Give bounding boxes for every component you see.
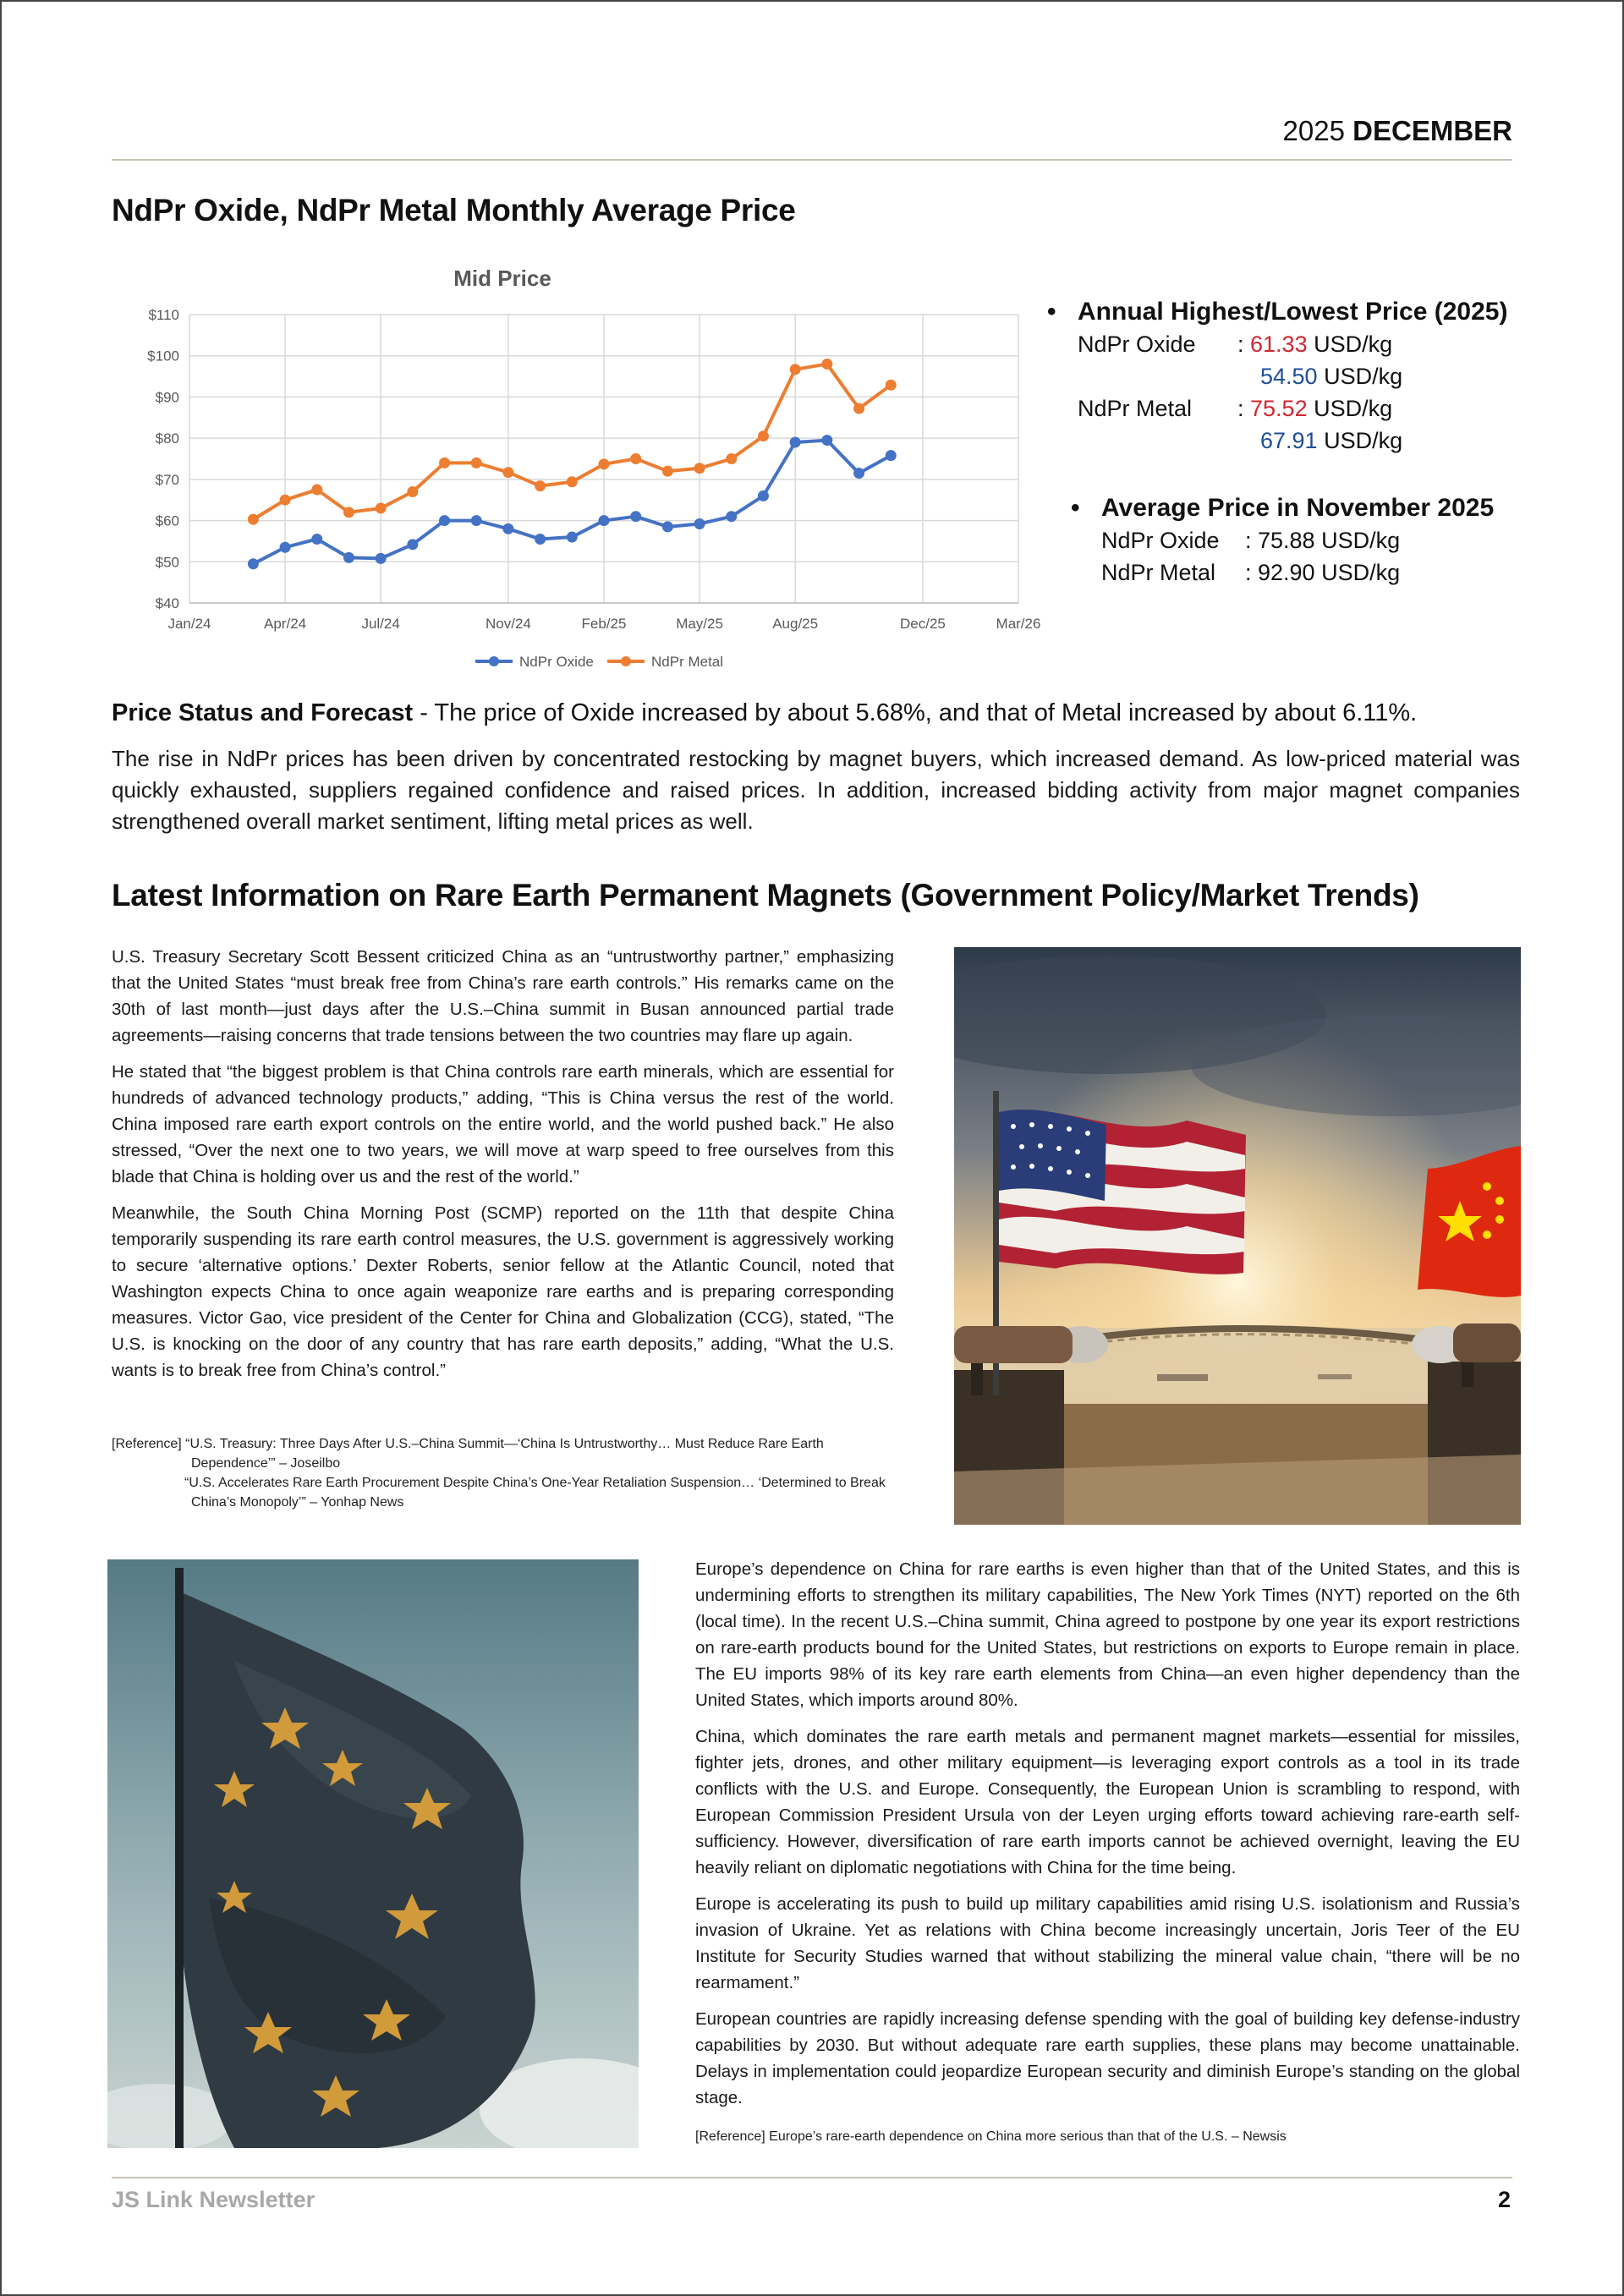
- data-point: [790, 437, 801, 448]
- article-europe: [695, 1556, 1520, 2121]
- issue-date: [1283, 115, 1512, 147]
- article2-paragraph-4: European countries are rapidly increasing defense spending with the goal of building key defense-industry capabilities by 2030. But without adequate rare earth supplies, these plans may become unattainable. Delays in implementation could jeopardize European security and diminish Europe’s standing on the global stage.: [695, 2009, 1520, 2107]
- data-point: [439, 515, 450, 526]
- oxide-low-value: 54.50: [1260, 364, 1318, 389]
- issue-month: DECEMBER: [1352, 115, 1512, 146]
- data-point: [630, 453, 641, 464]
- data-point: [311, 534, 322, 545]
- annual-oxide-high-row: [1044, 332, 1551, 364]
- eu-flag-photo: [107, 1559, 639, 2148]
- data-point: [439, 458, 450, 469]
- oxide-high-value: 61.33: [1250, 332, 1308, 357]
- unit-label: USD/kg: [1317, 364, 1403, 389]
- footer-page-number: 2: [1497, 2187, 1511, 2212]
- x-tick-label: Jul/24: [361, 616, 400, 632]
- x-tick-label: Mar/26: [996, 616, 1041, 632]
- data-point: [535, 480, 546, 491]
- article1-paragraph-2: He stated that “the biggest problem is that China controls rare earth minerals, which are essential for hundreds of advanced technology products,” adding, “This is China versus the rest of the world. China imposed rare earth export controls on the entire world, and the world pushed back.” He also stressed, “Over the next one to two years, we will move at warp speed to free ourselves from this blade that China is holding over us and the rest of the world.”: [112, 1062, 894, 1186]
- y-tick-label: $110: [148, 307, 179, 323]
- x-tick-label: Apr/24: [264, 616, 307, 632]
- data-point: [502, 467, 513, 478]
- y-tick-label: $40: [155, 595, 179, 611]
- data-point: [567, 532, 578, 543]
- x-tick-label: Dec/25: [899, 616, 946, 632]
- annual-price-heading: [1044, 298, 1551, 326]
- legend-swatch-marker: [621, 656, 631, 666]
- unit-label: USD/kg: [1307, 332, 1393, 357]
- november-heading: [1067, 494, 1551, 523]
- article2-paragraph-1: Europe’s dependence on China for rare earths is even higher than that of the United States, and this is undermining efforts to strengthen its military capabilities, The New York Times (NYT) reported on the 6th (local time). In the recent U.S.–China summit, China agreed to postpone by one year its export restrictions on rare-earth products bound for the United States, but restrictions on exports to Europe remain in place. The EU imports 98% of its key rare earth elements from China—an even higher dependency than the United States, which imports around 80%.: [695, 1559, 1520, 1710]
- data-point: [758, 490, 769, 501]
- data-point: [471, 458, 482, 469]
- x-tick-label: Aug/25: [772, 616, 819, 632]
- data-point: [311, 485, 322, 496]
- article2-paragraph-3: Europe is accelerating its push to build up military capabilities amid rising U.S. isolationism and Russia’s invasion of Ukraine. Yet as relations with China become increasingly uncertain, Joris Teer of the EU Institute for Security Studies warned that without stabilizing the mineral value chain, “there will be no rearmament.”: [695, 1894, 1520, 1992]
- status-label: Price Status and Forecast: [112, 699, 414, 726]
- y-tick-label: $70: [155, 471, 179, 488]
- annual-oxide-low-row: [1044, 364, 1551, 396]
- data-point: [502, 523, 513, 534]
- article1-paragraph-3: Meanwhile, the South China Morning Post (SCMP) reported on the 11th that despite China temporarily suspending its rare earth control measures, the U.S. government is aggressively working to secure ‘alternative options.’ Dexter Roberts, senior fellow at the Atlantic Council, noted that Washington expects China to once again weaponize rare earths and is preparing corresponding measures. Victor Gao, vice president of the Center for China and Globalization (CCG), stated, “The U.S. is knocking on the door of any country that has rare earth deposits,” adding, “What the U.S. wants is to break free from China’s control.”: [112, 1203, 894, 1380]
- data-point: [567, 476, 578, 487]
- data-point: [694, 463, 705, 474]
- annual-oxide-label: NdPr Oxide: [1078, 332, 1196, 357]
- data-point: [280, 542, 291, 553]
- data-point: [343, 507, 354, 518]
- footer-newsletter-name: JS Link Newsletter: [112, 2187, 315, 2212]
- metal-low-value: 67.91: [1260, 428, 1318, 453]
- us-china-flags-photo: [954, 947, 1521, 1525]
- data-point: [280, 495, 291, 506]
- november-metal-value: : 92.90 USD/kg: [1245, 560, 1401, 585]
- article2-reference: [Reference] Europe’s rare-earth dependence on China more serious than that of the U.S. – Newsis: [695, 2129, 1287, 2144]
- data-point: [599, 515, 610, 526]
- y-tick-label: $100: [147, 348, 179, 364]
- data-point: [662, 521, 673, 532]
- y-tick-label: $60: [155, 512, 179, 529]
- data-point: [694, 518, 705, 529]
- x-tick-label: Feb/25: [581, 616, 627, 632]
- november-metal-row: [1067, 560, 1551, 592]
- bullet-icon: •: [1047, 298, 1056, 326]
- data-point: [407, 486, 418, 497]
- chart-title: Mid Price: [453, 266, 551, 291]
- article2-paragraph-2: China, which dominates the rare earth metals and permanent magnet markets—essential for missiles, fighter jets, drones, and other military equipment—is leveraging export controls as a tool in its trade conflicts with the U.S. and Europe. Consequently, the European Union is scrambling to respond, with European Commission President Ursula von der Leyen urging efforts toward achieving rare-earth self-sufficiency. However, diversification of rare earth imports cannot be achieved overnight, leaving the EU heavily reliant on diplomatic negotiations with China for the time being.: [695, 1727, 1520, 1877]
- november-average: [1044, 494, 1551, 592]
- data-point: [248, 514, 259, 525]
- annual-metal-label: NdPr Metal: [1078, 396, 1193, 421]
- november-heading-text: Average Price in November 2025: [1101, 494, 1495, 522]
- data-point: [886, 380, 897, 391]
- magnets-section-title: Latest Information on Rare Earth Permanent Magnets (Government Policy/Market Trends): [112, 878, 1419, 912]
- unit-label: USD/kg: [1307, 396, 1393, 421]
- article1-paragraph-1: U.S. Treasury Secretary Scott Bessent criticized China as an “untrustworthy partner,” emphasizing that the United States “must break free from China’s rare earth controls.” His remarks came on the 30th of last month—just days after the U.S.–China summit in Busan announced partial trade agreements—raising concerns that trade tensions between the two countries may flare up again.: [112, 947, 894, 1045]
- legend-swatch-marker: [489, 656, 499, 666]
- unit-label: USD/kg: [1317, 428, 1403, 453]
- reference-line: “U.S. Accelerates Rare Earth Procurement Despite China’s One-Year Retaliation Suspension… ‘Determined to Break: [184, 1476, 886, 1490]
- annual-metal-high-row: [1044, 396, 1551, 428]
- november-oxide-value: : 75.88 USD/kg: [1245, 528, 1401, 553]
- issue-year: 2025: [1282, 115, 1345, 146]
- y-tick-label: $50: [155, 554, 179, 571]
- legend-label: NdPr Oxide: [519, 654, 594, 670]
- x-tick-label: May/25: [676, 616, 723, 632]
- legend-label: NdPr Metal: [651, 654, 724, 670]
- data-point: [853, 403, 864, 414]
- y-tick-label: $80: [155, 430, 179, 447]
- mid-price-chart: [112, 255, 1051, 687]
- november-metal-label: NdPr Metal: [1101, 560, 1216, 585]
- footer-divider: [112, 2177, 1512, 2178]
- x-tick-label: Nov/24: [485, 616, 531, 632]
- annual-metal-low: [1260, 428, 1402, 454]
- data-point: [886, 450, 897, 461]
- annual-oxide-low: [1260, 364, 1402, 390]
- status-text: - The price of Oxide increased by about 5.68%, and that of Metal increased by about 6.11%.: [413, 699, 1418, 726]
- y-tick-label: $90: [155, 389, 179, 406]
- reference-line: China’s Monopoly’” – Yonhap News: [191, 1495, 404, 1510]
- article-us-china: [112, 944, 894, 1394]
- data-point: [248, 558, 259, 569]
- data-point: [853, 468, 864, 479]
- metal-high-value: 75.52: [1250, 396, 1308, 421]
- data-point: [790, 364, 801, 375]
- data-point: [821, 359, 832, 370]
- annual-metal-high: [1237, 396, 1392, 422]
- data-point: [407, 539, 418, 550]
- reference-line: [Reference] “U.S. Treasury: Three Days After U.S.–China Summit—‘China Is Untrustworthy… Must Reduce Rare Earth: [112, 1437, 824, 1451]
- colon: :: [1237, 396, 1251, 421]
- annual-oxide-high: [1237, 332, 1392, 358]
- data-point: [599, 458, 610, 469]
- price-status-line: [112, 699, 1520, 727]
- header-divider: [112, 159, 1512, 161]
- data-point: [471, 515, 482, 526]
- colon: :: [1237, 332, 1251, 357]
- annual-heading-text: Annual Highest/Lowest Price (2025): [1078, 298, 1508, 326]
- bullet-icon: •: [1071, 494, 1080, 522]
- price-summary: [1044, 298, 1551, 592]
- november-oxide-label: NdPr Oxide: [1101, 528, 1220, 553]
- price-status-paragraph: The rise in NdPr prices has been driven by concentrated restocking by magnet buyers, which increased demand. As low-priced material was quickly exhausted, suppliers regained confidence and raised prices. In addition, increased bidding activity from major magnet companies strengthened overall market sentiment, lifting metal prices as well.: [112, 746, 1520, 834]
- x-tick-label: Jan/24: [167, 616, 211, 632]
- data-point: [726, 453, 737, 464]
- article1-reference: [112, 1434, 894, 1512]
- data-point: [662, 466, 673, 477]
- data-point: [821, 435, 832, 446]
- data-point: [535, 534, 546, 545]
- data-point: [376, 502, 387, 513]
- mid-price-chart-svg: [112, 255, 1051, 687]
- price-section-title: NdPr Oxide, NdPr Metal Monthly Average Price: [112, 193, 796, 227]
- data-point: [630, 511, 641, 522]
- data-point: [376, 553, 387, 564]
- reference-line: Dependence’” – Joseilbo: [191, 1456, 341, 1471]
- november-oxide-row: [1067, 528, 1551, 560]
- eu-flag-illustration: [107, 1559, 639, 2148]
- data-point: [758, 430, 769, 441]
- data-point: [343, 552, 354, 563]
- us-china-flags-illustration: [954, 947, 1521, 1525]
- annual-metal-low-row: [1044, 428, 1551, 460]
- data-point: [726, 511, 737, 522]
